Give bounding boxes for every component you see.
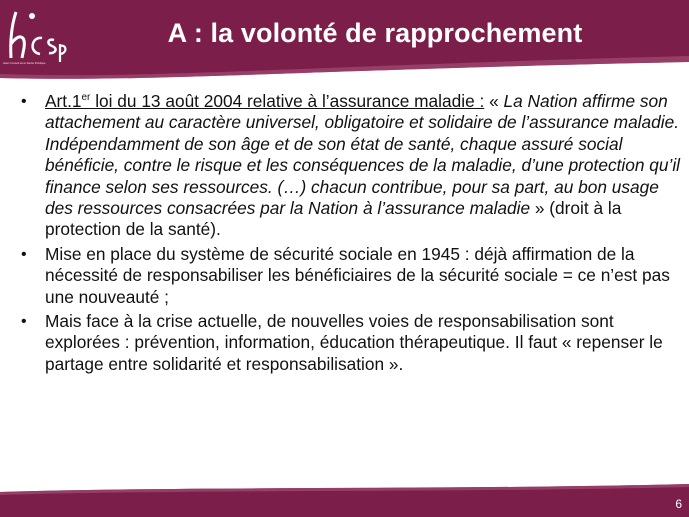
slide-footer bbox=[0, 484, 689, 517]
footer-band-graphic bbox=[0, 484, 689, 517]
bullet-item-law bbox=[20, 91, 682, 241]
bullet-text: Mais face à la crise actuelle, de nouvelles voies de responsabilisation sont explorées : prévention, information, éducation thérapeutique. Il faut « repenser le partage entre solidarité et responsabilisation ». bbox=[45, 311, 663, 374]
quote-close: » (droit à la protection de la santé). bbox=[45, 198, 622, 240]
bullet-dot: • bbox=[21, 93, 27, 110]
bullet-list bbox=[20, 91, 682, 375]
bullet-dot: • bbox=[21, 313, 27, 331]
bullet-item-1945 bbox=[20, 244, 682, 308]
law-ref-prefix: Art.1 bbox=[45, 91, 82, 111]
law-ref-suffix: loi du 13 août 2004 relative à l’assurance maladie : bbox=[90, 91, 485, 111]
slide-header bbox=[0, 0, 689, 88]
law-quote: La Nation affirme son attachement au caractère universel, obligatoire et solidaire de l’assurance maladie. Indépendamment de son âge et de son état de santé, chaque assuré social bénéficie, contre le risque et les conséquences de la maladie, d’une protection qu’il finance selon ses ressources. (…) chacun contribue, pour sa part, au bon usage des ressources consacrées par la Nation à l’assurance maladie bbox=[45, 91, 681, 219]
page-number: 6 bbox=[675, 497, 682, 511]
law-ref-superscript: er bbox=[81, 92, 91, 104]
hcsp-logo-icon bbox=[2, 4, 68, 78]
slide-content bbox=[20, 91, 682, 378]
bullet-item-crisis bbox=[20, 311, 682, 375]
law-reference bbox=[45, 91, 484, 111]
bullet-dot: • bbox=[21, 245, 27, 263]
logo-subtitle: Haut Conseil de la Santé Publique bbox=[3, 61, 46, 65]
slide-title: A : la volonté de rapprochement bbox=[167, 18, 583, 48]
bullet-text: Mise en place du système de sécurité sociale en 1945 : déjà affirmation de la nécessité de responsabiliser les bénéficiaires de la sécurité sociale = ce n’est pas une nouveauté ; bbox=[45, 243, 670, 307]
open-quote: « bbox=[484, 91, 504, 111]
